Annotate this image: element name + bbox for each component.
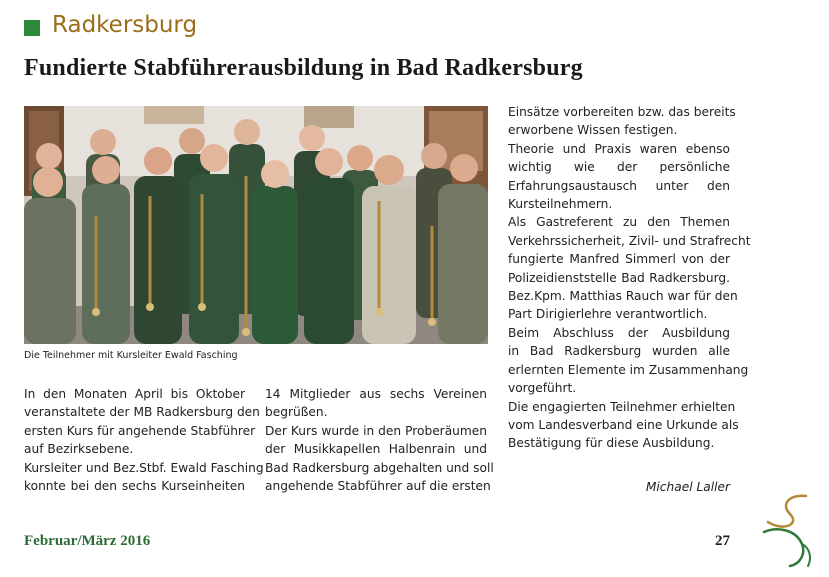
text-line: Bez.Kpm. Matthias Rauch war für den: [508, 289, 738, 304]
article-column-1: [24, 385, 264, 495]
text-line: Polizeidienststelle Bad Radkersburg.: [508, 270, 730, 285]
section-marker: [24, 20, 40, 36]
photo-caption: Die Teilnehmer mit Kursleiter Ewald Fasching: [24, 350, 238, 361]
text-line: Einsätze vorbereiten bzw. das bereits: [508, 105, 736, 119]
text-line: veranstaltete der MB Radkersburg den: [24, 405, 260, 420]
text-line: Kursteilnehmern.: [508, 197, 613, 212]
text-line: Beim Abschluss der Ausbildung: [508, 325, 730, 340]
section-label: Radkersburg: [52, 12, 198, 38]
article-title: Fundierte Stabführerausbildung in Bad Radkersburg: [24, 55, 583, 81]
text-line: wichtig wie der persönliche: [508, 160, 730, 175]
article-author: Michael Laller: [645, 480, 730, 494]
group-photo: [24, 106, 488, 344]
text-line: erlernten Elemente im Zusammenhang: [508, 362, 749, 377]
footer-issue: Februar/März 2016: [24, 533, 151, 549]
article-column-2: [265, 385, 494, 495]
text-line: Theorie und Praxis waren ebenso: [508, 141, 730, 156]
text-line: konnte bei den sechs Kurseinheiten: [24, 479, 245, 494]
text-line: Verkehrssicherheit, Zivil- und Strafrecht: [508, 233, 751, 248]
page-number: 27: [715, 533, 730, 549]
text-line: in Bad Radkersburg wurden alle: [508, 344, 730, 359]
article-column-3: [508, 103, 751, 453]
text-line: Kursleiter und Bez.Stbf. Ewald Fasching: [24, 460, 264, 475]
text-line: Bestätigung für diese Ausbildung.: [508, 436, 715, 451]
text-line: ersten Kurs für angehende Stabführer: [24, 423, 256, 438]
magazine-logo-icon: [760, 492, 816, 570]
text-line: vorgeführt.: [508, 381, 577, 396]
text-line: In den Monaten April bis Oktober: [24, 387, 245, 401]
text-line: erworbene Wissen festigen.: [508, 123, 678, 138]
text-line: begrüßen.: [265, 405, 328, 420]
text-line: Als Gastreferent zu den Themen: [508, 215, 730, 230]
text-line: Der Kurs wurde in den Proberäumen: [265, 423, 487, 438]
text-line: 14 Mitglieder aus sechs Vereinen: [265, 387, 487, 401]
text-line: Erfahrungsaustausch unter den: [508, 178, 730, 193]
text-line: angehende Stabführer auf die ersten: [265, 479, 491, 494]
text-line: fungierte Manfred Simmerl von der: [508, 252, 730, 267]
text-line: Die engagierten Teilnehmer erhielten: [508, 399, 736, 414]
text-line: Bad Radkersburg abgehalten und soll: [265, 460, 494, 475]
text-line: vom Landesverband eine Urkunde als: [508, 417, 739, 432]
text-line: Part Dirigierlehre verantwortlich.: [508, 307, 708, 322]
text-line: auf Bezirksebene.: [24, 442, 134, 457]
text-line: der Musikkapellen Halbenrain und: [265, 442, 487, 457]
